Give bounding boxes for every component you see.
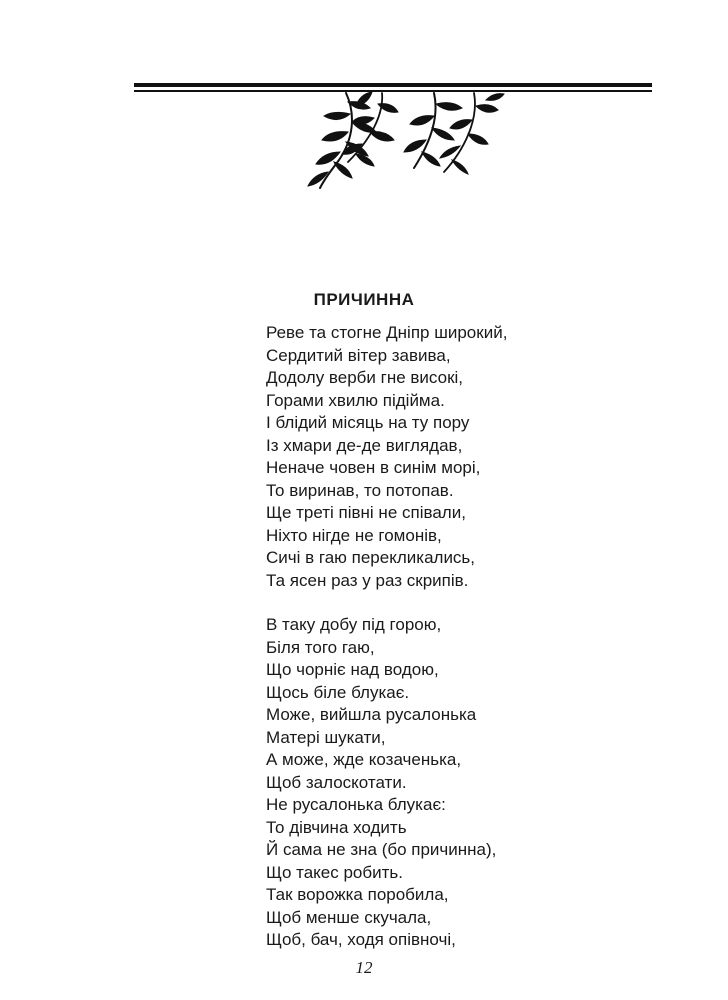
willow-branches-icon: [134, 80, 652, 195]
poem-line: Що чорніє над водою,: [266, 660, 439, 679]
poem-line: Щось біле блукає.: [266, 682, 410, 702]
poem-line: І блідий місяць на ту пору: [266, 413, 470, 432]
poem-line: Реве та стогне Дніпр широкий,: [266, 323, 508, 342]
stanza-2: [266, 614, 507, 952]
poem-line: Горами хвилю підійма.: [266, 390, 445, 410]
poem-line: Так ворожка поробила,: [266, 885, 449, 904]
poem-line: Щоб менше скучала,: [266, 907, 432, 927]
poem-line: В таку добу під горою,: [266, 615, 442, 634]
poem-body: [266, 322, 507, 952]
poem-line: Сичі в гаю перекликались,: [266, 548, 476, 567]
poem-line: Ніхто нігде не гомонів,: [266, 525, 442, 545]
stanza-1: [266, 322, 507, 592]
poem-line: Із хмари де-де виглядав,: [266, 435, 463, 455]
poem-line: Що такес робить.: [266, 862, 403, 882]
poem-line: Щоб залоскотати.: [266, 772, 407, 792]
poem-line: Та ясен раз у раз скрипів.: [266, 570, 469, 590]
poem-line: Біля того гаю,: [266, 637, 375, 657]
poem-line: Додолу верби гне високі,: [266, 368, 464, 387]
poem-line: Не русалонька блукає:: [266, 795, 446, 814]
poem-line: Неначе човен в синім морі,: [266, 458, 481, 477]
poem-line: Може, вийшла русалонька: [266, 705, 477, 724]
poem-line: То дівчина ходить: [266, 817, 407, 837]
poem-line: Й сама не зна (бо причинна),: [266, 840, 497, 859]
poem-line: Сердитий вітер завива,: [266, 345, 451, 365]
poem-line: Матері шукати,: [266, 727, 386, 747]
page-number: 12: [355, 958, 373, 977]
poem-line: То виринав, то потопав.: [266, 480, 454, 500]
poem-line: А може, жде козаченька,: [266, 750, 462, 769]
poem-title: ПРИЧИННА: [313, 290, 415, 309]
poem-line: Ще треті півні не співали,: [266, 503, 466, 522]
poem-line: Щоб, бач, ходя опівночі,: [266, 930, 456, 949]
